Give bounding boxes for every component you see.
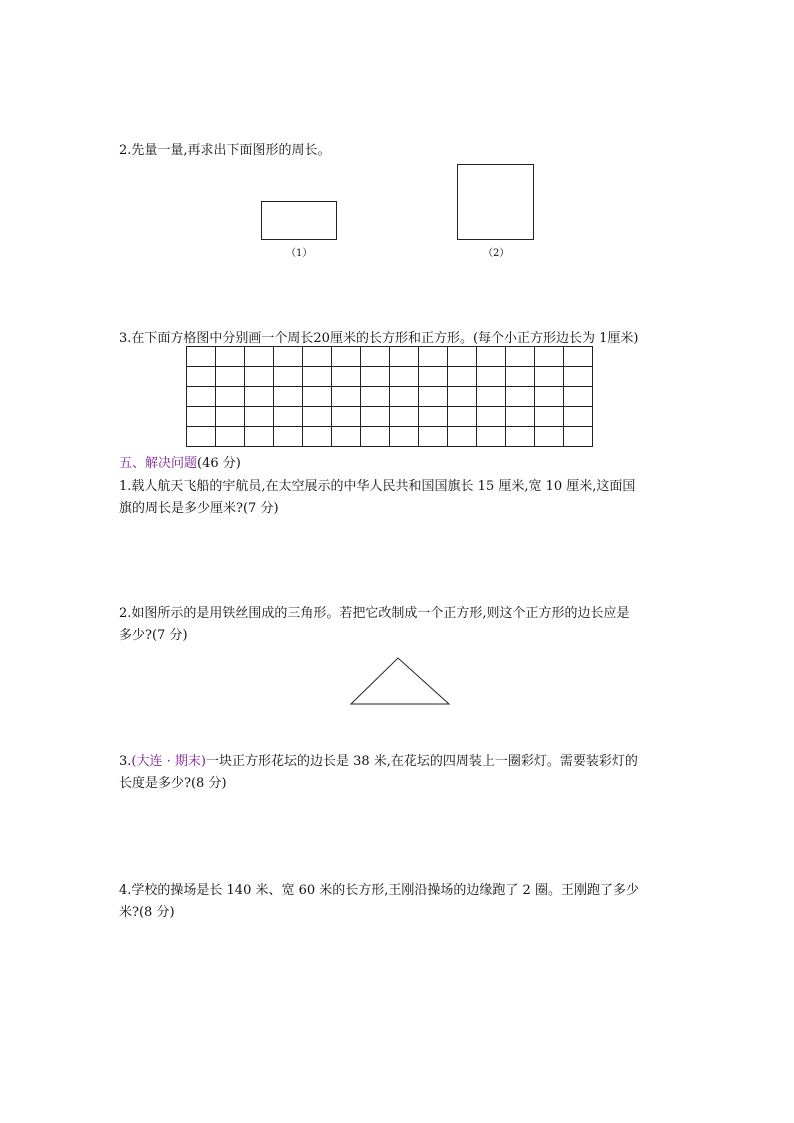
problem-3-number: 3. (119, 754, 132, 769)
grid-cell (303, 427, 332, 447)
grid-cell (361, 367, 390, 387)
grid-cell (274, 367, 303, 387)
grid-cell (506, 347, 535, 367)
grid-cell (448, 367, 477, 387)
grid-cell (187, 347, 216, 367)
grid-cell (477, 427, 506, 447)
grid-cell (477, 407, 506, 427)
grid-cell (303, 407, 332, 427)
grid-row (187, 407, 593, 427)
square-grid (186, 346, 593, 447)
grid-cell (245, 427, 274, 447)
problem-1-line-2: 旗的周长是多少厘米?(7 分) (119, 501, 279, 516)
triangle-figure (340, 650, 460, 710)
question-3-text: 3.在下面方格图中分别画一个周长20厘米的长方形和正方形。(每个小正方形边长为 1厘米) (119, 331, 639, 346)
grid-cell (274, 407, 303, 427)
grid-cell (535, 367, 564, 387)
grid-cell (564, 427, 593, 447)
grid-cell (216, 387, 245, 407)
grid-cell (477, 367, 506, 387)
grid-cell (506, 407, 535, 427)
section-5-heading (119, 452, 241, 476)
question-2-text: 2.先量一量,再求出下面图形的周长。 (119, 143, 331, 158)
grid-cell (216, 407, 245, 427)
grid-cell (390, 347, 419, 367)
grid-cell (390, 387, 419, 407)
grid-cell (419, 367, 448, 387)
section-5-title: 五、解决问题 (119, 456, 198, 471)
grid-cell (361, 387, 390, 407)
grid-cell (274, 427, 303, 447)
rectangle-figure (261, 201, 337, 240)
grid-cell (303, 387, 332, 407)
grid-cell (332, 407, 361, 427)
grid-cell (187, 367, 216, 387)
problem-4-line-2: 米?(8 分) (119, 905, 175, 920)
grid-cell (535, 407, 564, 427)
grid-row (187, 367, 593, 387)
grid-cell (564, 407, 593, 427)
grid-cell (419, 407, 448, 427)
problem-3-source: (大连 · 期末) (131, 754, 206, 769)
grid-cell (506, 427, 535, 447)
grid-cell (419, 387, 448, 407)
grid-cell (274, 347, 303, 367)
problem-3-line-1 (119, 750, 638, 774)
grid-cell (448, 387, 477, 407)
figure-1-label: （1） (286, 248, 313, 259)
grid-cell (216, 367, 245, 387)
problem-1-line-1: 1.载人航天飞船的宇航员,在太空展示的中华人民共和国国旗长 15 厘米,宽 10 厘米,这面国 (119, 479, 636, 494)
grid-cell (216, 427, 245, 447)
section-5-points: (46 分) (197, 456, 241, 471)
grid-cell (303, 347, 332, 367)
grid-cell (303, 367, 332, 387)
grid-cell (390, 427, 419, 447)
grid-cell (477, 347, 506, 367)
grid-cell (361, 427, 390, 447)
grid-cell (448, 347, 477, 367)
grid-row (187, 347, 593, 367)
grid-cell (245, 407, 274, 427)
problem-2-line-2: 多少?(7 分) (119, 628, 188, 643)
grid-cell (274, 387, 303, 407)
grid-cell (535, 347, 564, 367)
grid-cell (332, 387, 361, 407)
grid-cell (564, 367, 593, 387)
grid-cell (332, 427, 361, 447)
grid-cell (448, 427, 477, 447)
problem-2-line-1: 2.如图所示的是用铁丝围成的三角形。若把它改制成一个正方形,则这个正方形的边长应是 (119, 606, 630, 621)
grid-row (187, 387, 593, 407)
grid-cell (535, 427, 564, 447)
grid-cell (419, 347, 448, 367)
grid-cell (332, 347, 361, 367)
grid-cell (477, 387, 506, 407)
grid-cell (245, 347, 274, 367)
grid-cell (419, 427, 448, 447)
grid-cell (564, 347, 593, 367)
grid-cell (506, 387, 535, 407)
grid-cell (187, 427, 216, 447)
figure-2-label: （2） (483, 248, 510, 259)
grid-cell (390, 367, 419, 387)
grid-cell (535, 387, 564, 407)
grid-cell (245, 387, 274, 407)
square-figure (457, 164, 534, 240)
problem-4-line-1: 4.学校的操场是长 140 米、宽 60 米的长方形,王刚沿操场的边缘跑了 2 圈。王刚跑了多少 (119, 883, 639, 898)
grid-cell (187, 387, 216, 407)
grid-cell (506, 367, 535, 387)
grid-cell (216, 347, 245, 367)
grid-cell (245, 367, 274, 387)
grid-cell (361, 347, 390, 367)
grid-cell (448, 407, 477, 427)
grid-cell (390, 407, 419, 427)
grid-cell (187, 407, 216, 427)
triangle-shape (351, 658, 449, 704)
grid-cell (564, 387, 593, 407)
grid-cell (332, 367, 361, 387)
problem-3-text: 一块正方形花坛的边长是 38 米,在花坛的四周装上一圈彩灯。需要装彩灯的 (205, 754, 638, 769)
problem-3-line-2: 长度是多少?(8 分) (119, 776, 227, 791)
grid-cell (361, 407, 390, 427)
grid-row (187, 427, 593, 447)
